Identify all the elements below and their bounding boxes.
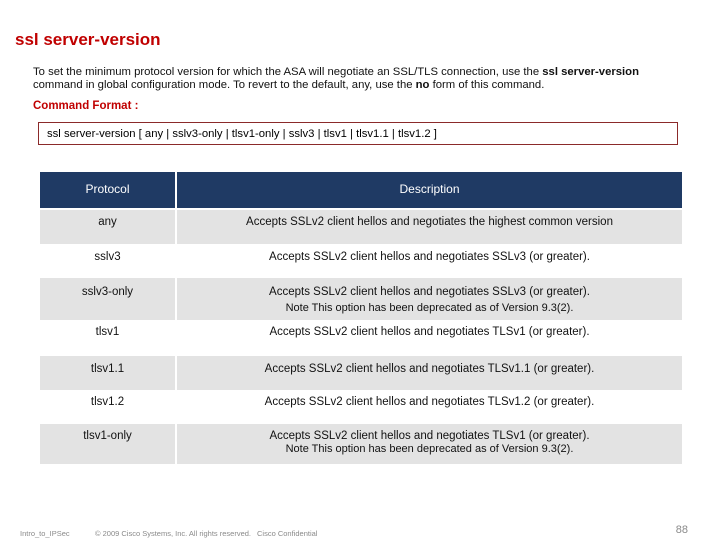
row-protocol: sslv3 xyxy=(94,251,121,263)
table-row xyxy=(40,390,682,424)
footer-file: Intro_to_IPSec xyxy=(20,529,70,538)
header-protocol: Protocol xyxy=(40,172,175,208)
row-protocol: sslv3-only xyxy=(40,278,175,320)
row-description: Accepts SSLv2 client hellos and negotiates SSLv3 (or greater). xyxy=(269,251,590,263)
table-row xyxy=(40,278,682,320)
row-description: Accepts SSLv2 client hellos and negotiates TLSv1.2 (or greater). xyxy=(264,396,595,408)
table-row xyxy=(40,244,682,278)
row-protocol: tlsv1.1 xyxy=(40,356,175,390)
command-syntax-box: ssl server-version [ any | sslv3-only | tlsv1-only | sslv3 | tlsv1 | tlsv1.1 | tlsv1.2 ] xyxy=(38,122,678,145)
page-title: ssl server-version xyxy=(15,30,161,49)
page-number: 88 xyxy=(675,524,688,536)
intro-text-3: form of this command. xyxy=(429,79,545,91)
intro-no-keyword: no xyxy=(415,79,430,91)
row-note: Note This option has been deprecated as of Version 9.3(2). xyxy=(285,302,574,314)
row-description-text: Accepts SSLv2 client hellos and negotiates SSLv3 (or greater). xyxy=(269,286,590,298)
row-description: Accepts SSLv2 client hellos and negotiates TLSv1.1 (or greater). xyxy=(177,356,682,390)
table-row xyxy=(40,424,682,464)
table-row xyxy=(40,356,682,390)
row-description xyxy=(177,424,682,464)
row-description-text: Accepts SSLv2 client hellos and negotiates TLSv1 (or greater). xyxy=(269,430,590,442)
row-description: Accepts SSLv2 client hellos and negotiates the highest common version xyxy=(177,210,682,244)
intro-paragraph xyxy=(33,66,681,92)
command-format-label: Command Format : xyxy=(33,100,139,112)
table-row xyxy=(40,210,682,244)
table-row xyxy=(40,320,682,356)
intro-text-2: command in global configuration mode. To revert to the default, any, use the xyxy=(33,79,416,91)
row-note: Note This option has been deprecated as of Version 9.3(2). xyxy=(285,443,574,455)
intro-command: ssl server-version xyxy=(542,66,639,78)
header-description: Description xyxy=(177,172,682,208)
row-description xyxy=(177,278,682,320)
row-protocol: tlsv1-only xyxy=(40,424,175,464)
table-header xyxy=(40,172,682,208)
intro-text-1: To set the minimum protocol version for which the ASA will negotiate an SSL/TLS connection, use the xyxy=(33,66,543,78)
row-protocol: tlsv1 xyxy=(95,326,120,338)
footer-copyright: © 2009 Cisco Systems, Inc. All rights reserved. xyxy=(95,529,252,538)
row-protocol: any xyxy=(40,210,175,244)
row-description: Accepts SSLv2 client hellos and negotiates TLSv1 (or greater). xyxy=(269,326,590,338)
row-protocol: tlsv1.2 xyxy=(90,396,125,408)
footer-confidential: Cisco Confidential xyxy=(257,529,318,538)
